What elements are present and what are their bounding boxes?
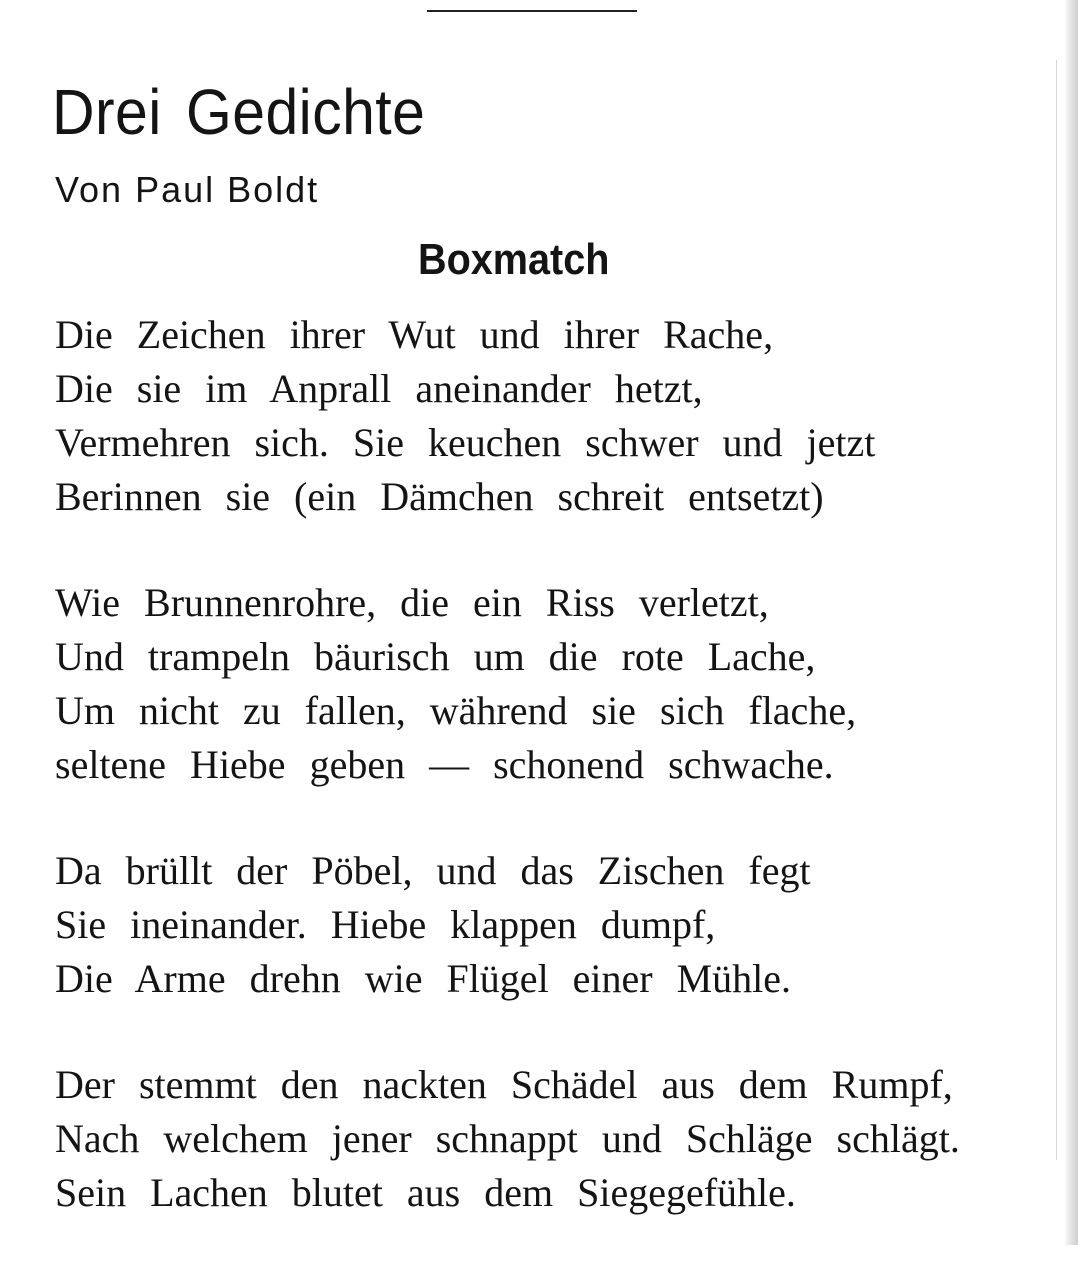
poem-line: Nach welchem jener schnappt und Schläge schlägt. bbox=[55, 1116, 960, 1161]
poem-line: Wie Brunnenrohre, die ein Riss verletzt, bbox=[55, 580, 769, 625]
poem-line: Die Zeichen ihrer Wut und ihrer Rache, bbox=[55, 312, 774, 357]
poem-line: Und trampeln bäurisch um die rote Lache, bbox=[55, 634, 816, 679]
top-rule-divider bbox=[427, 10, 637, 12]
page-edge-shadow bbox=[1064, 0, 1078, 1245]
stanza-3 bbox=[55, 844, 1055, 1006]
page-title: Drei Gedichte bbox=[52, 76, 426, 148]
poem-line: Vermehren sich. Sie keuchen schwer und jetzt bbox=[55, 420, 876, 465]
poem-line: Die Arme drehn wie Flügel einer Mühle. bbox=[55, 956, 792, 1001]
stanza-2 bbox=[55, 576, 1055, 792]
stanza-4 bbox=[55, 1058, 1055, 1220]
poem-line: Da brüllt der Pöbel, und das Zischen fegt bbox=[55, 848, 811, 893]
poem-line: Berinnen sie (ein Dämchen schreit entsetzt) bbox=[55, 474, 824, 519]
poem-title: Boxmatch bbox=[418, 235, 610, 284]
poem-line: seltene Hiebe geben — schonend schwache. bbox=[55, 742, 834, 787]
poem-line: Sein Lachen blutet aus dem Siegegefühle. bbox=[55, 1170, 796, 1215]
author-byline: Von Paul Boldt bbox=[55, 169, 320, 210]
poem-line: Sie ineinander. Hiebe klappen dumpf, bbox=[55, 902, 716, 947]
stanza-1 bbox=[55, 308, 1055, 524]
poem-body bbox=[55, 308, 1055, 1272]
poem-line: Die sie im Anprall aneinander hetzt, bbox=[55, 366, 703, 411]
page-edge-line bbox=[1056, 60, 1057, 1160]
poem-line: Um nicht zu fallen, während sie sich flache, bbox=[55, 688, 857, 733]
poem-line: Der stemmt den nackten Schädel aus dem Rumpf, bbox=[55, 1062, 953, 1107]
